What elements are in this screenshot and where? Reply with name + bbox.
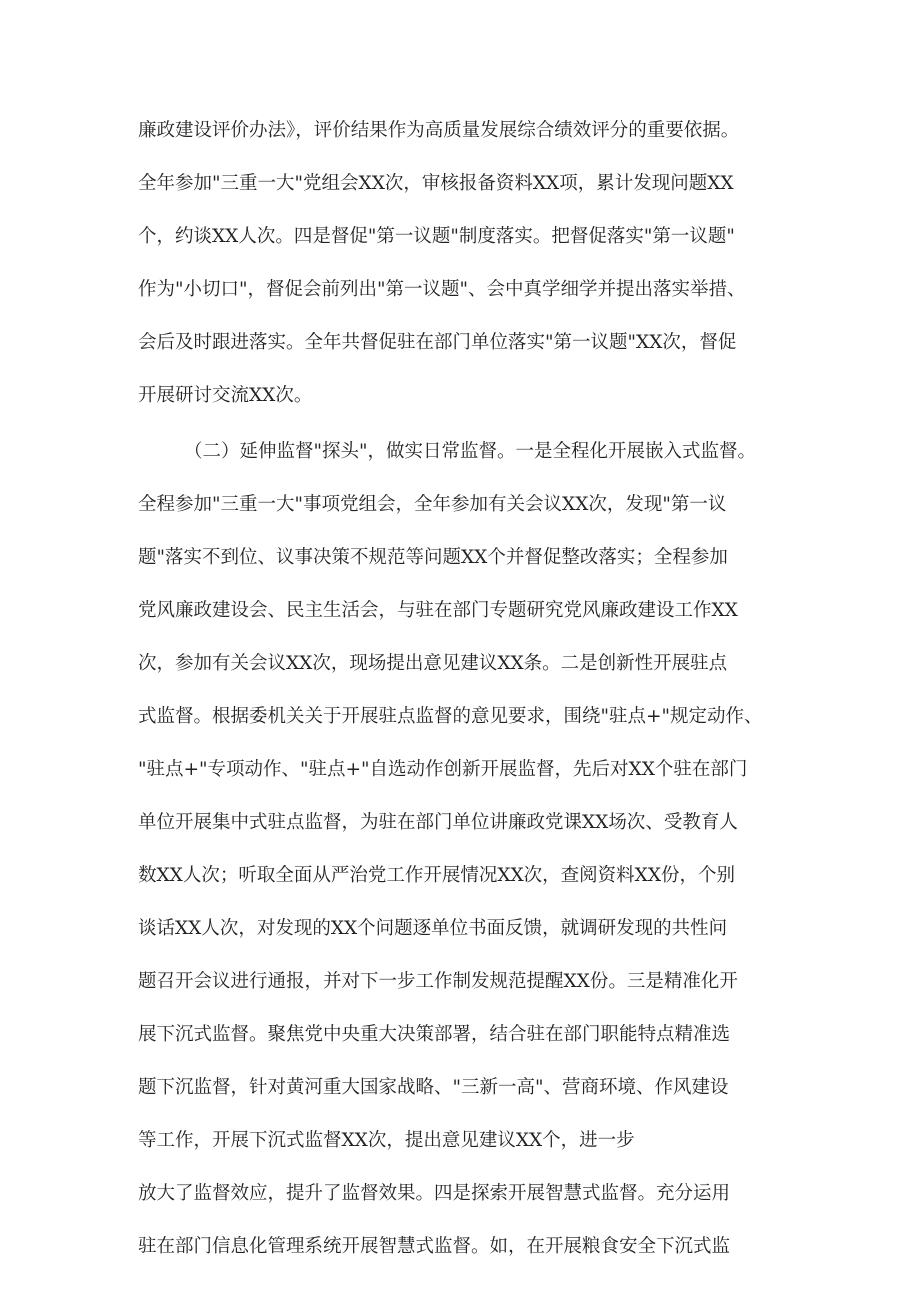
text-line: 题召开会议进行通报，并对下一步工作制发规范提醒XX份。三是精准化开 [138, 971, 738, 992]
text-line: 等工作，开展下沉式监督XX次，提出意见建议XX个，进一步 [138, 1130, 635, 1151]
text-line: 作为"小切口"，督促会前列出"第一议题"、会中真学细学并提出落实举措、 [138, 279, 746, 300]
text-line: 式监督。根据委机关关于开展驻点监督的意见要求，围绕"驻点+"规定动作、 [138, 706, 763, 727]
text-line: 放大了监督效应，提升了监督效果。四是探索开展智慧式监督。充分运用 [138, 1183, 731, 1204]
text-line: 驻在部门信息化管理系统开展智慧式监督。如，在开展粮食安全下沉式监 [138, 1236, 731, 1257]
text-line: 全程参加"三重一大"事项党组会，全年参加有关会议XX次，发现"第一议 [138, 494, 727, 515]
section-heading-line: （二）延伸监督"探头"，做实日常监督。一是全程化开展嵌入式监督。 [184, 441, 757, 462]
text-line: 党风廉政建设会、民主生活会，与驻在部门专题研究党风廉政建设工作XX [138, 600, 738, 621]
text-line: 数XX人次；听取全面从严治党工作开展情况XX次，查阅资料XX份，个别 [138, 865, 736, 886]
text-line: 个，约谈XX人次。四是督促"第一议题"制度落实。把督促落实"第一议题" [138, 226, 735, 247]
text-line: 次，参加有关会议XX次，现场提出意见建议XX条。二是创新性开展驻点 [138, 653, 728, 674]
text-line: 廉政建设评价办法》，评价结果作为高质量发展综合绩效评分的重要依据。 [138, 120, 740, 141]
text-line: "驻点+"专项动作、"驻点+"自选动作创新开展监督，先后对XX个驻在部门 [138, 759, 748, 780]
text-line: 谈话XX人次，对发现的XX个问题逐单位书面反馈，就调研发现的共性问 [138, 918, 728, 939]
text-line: 展下沉式监督。聚焦党中央重大决策部署，结合驻在部门职能特点精准选 [138, 1024, 731, 1045]
text-line: 会后及时跟进落实。全年共督促驻在部门单位落实"第一议题"XX次，督促 [138, 332, 737, 353]
text-line: 题下沉监督，针对黄河重大国家战略、"三新一高"、营商环境、作风建设 [138, 1077, 729, 1098]
text-line: 全年参加"三重一大"党组会XX次，审核报备资料XX项，累计发现问题XX [138, 173, 734, 194]
text-line: 题"落实不到位、议事决策不规范等问题XX个并督促整改落实；全程参加 [138, 547, 728, 568]
text-line: 开展研讨交流XX次。 [138, 385, 313, 406]
text-line: 单位开展集中式驻点监督，为驻在部门单位讲廉政党课XX场次、受教育人 [138, 812, 738, 833]
